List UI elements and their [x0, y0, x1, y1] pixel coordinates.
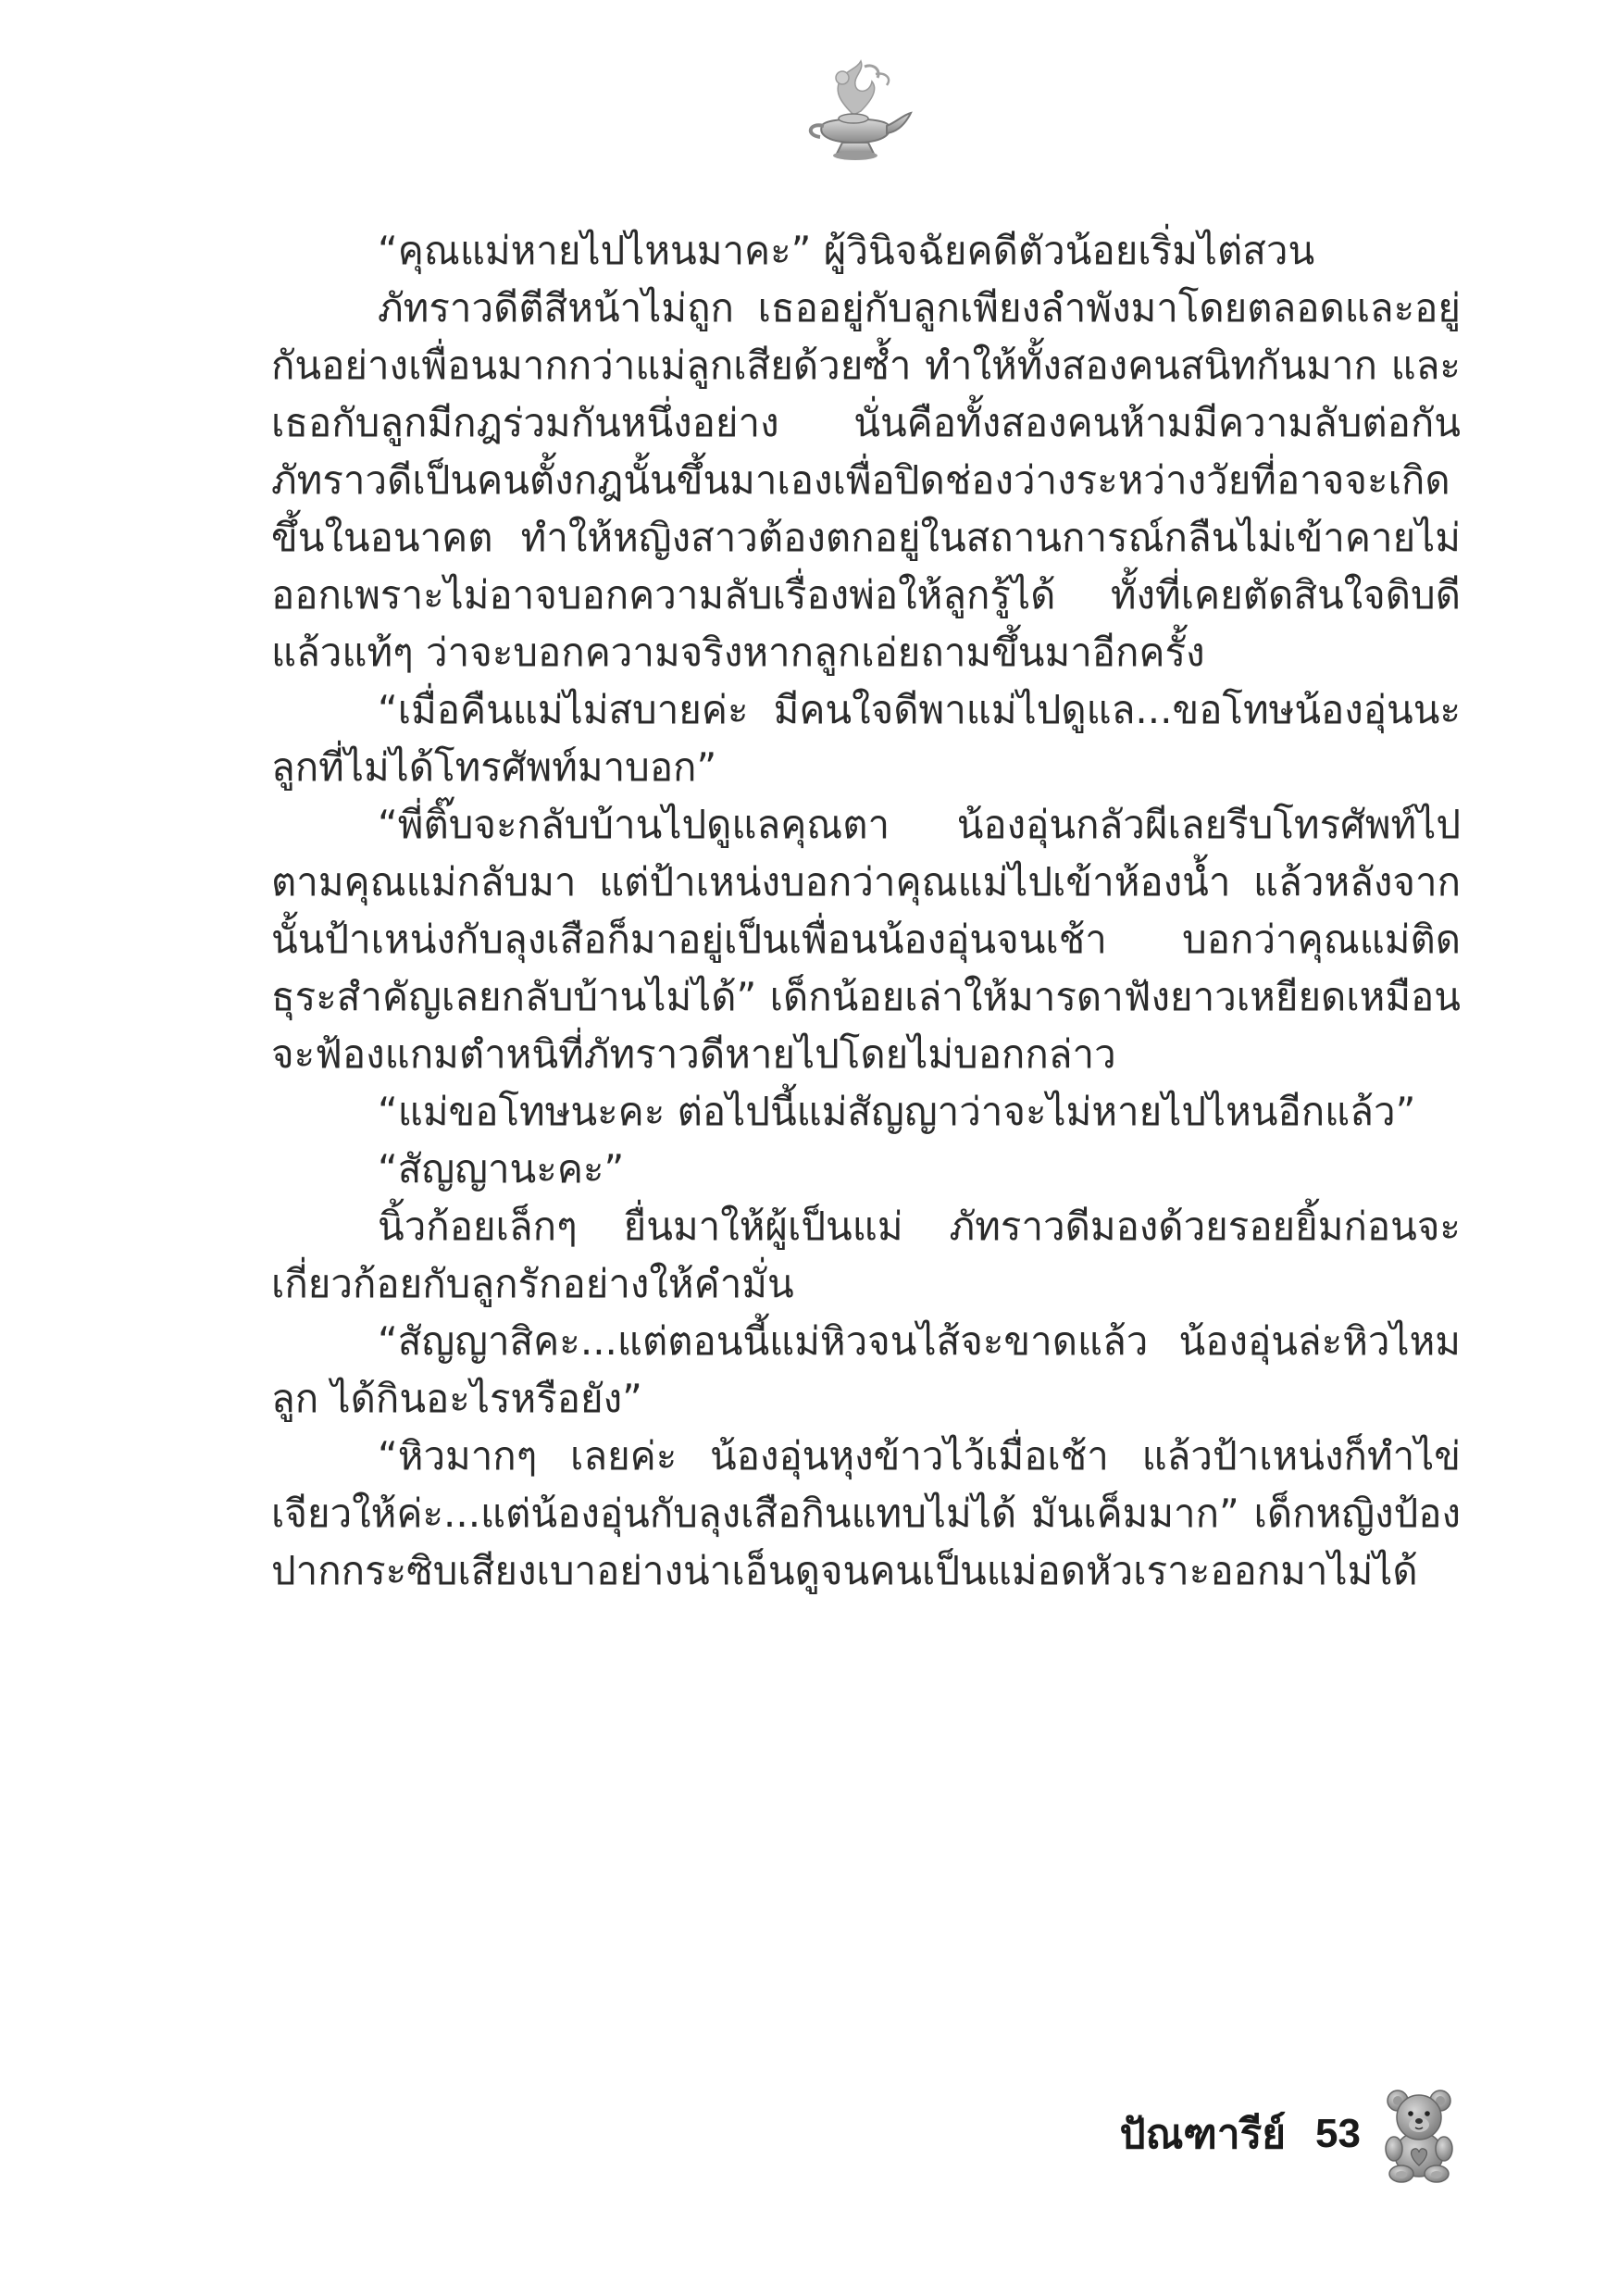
paragraph-5: “แม่ขอโทษนะคะ ต่อไปนี้แม่สัญญาว่าจะไม่หายไปไหนอีกแล้ว” — [378, 1089, 1416, 1134]
paragraph-3: “เมื่อคืนแม่ไม่สบายค่ะ มีคนใจดีพาแม่ไปดูแล...ขอโทษน้องอุ่นนะลูกที่ไม่ได้โทรศัพท์มาบอก” — [271, 687, 1461, 790]
paragraph-4: “พี่ติ๊บจะกลับบ้านไปดูแลคุณตา น้องอุ่นกลัวผีเลยรีบโทรศัพท์ไปตามคุณแม่กลับมา แต่ป้าเหน่งบอกว่าคุณแม่ไปเข้าห้องน้ำ แล้วหลังจากนั้นป้าเหน่งกับลุงเสือก็มาอยู่เป็นเพื่อนน้องอุ่นจนเช้า บอกว่าคุณแม่ติดธุระสำคัญเลยกลับบ้านไม่ได้” เด็กน้อยเล่าให้มารดาฟังยาวเหยียดเหมือนจะฟ้องแกมตำหนิที่ภัทราวดีหายไปโดยไม่บอกกล่าว — [271, 802, 1461, 1077]
page-footer — [1120, 2083, 1461, 2185]
paragraph-9: “หิวมากๆ เลยค่ะ น้องอุ่นหุงข้าวไว้เมื่อเช้า แล้วป้าเหน่งก็ทำไข่เจียวให้ค่ะ...แต่น้องอุ่นกับลุงเสือกินแทบไม่ได้ มันเค็มมาก” เด็กหญิงป้องปากกระซิบเสียงเบาอย่างน่าเอ็นดูจนคนเป็นแม่อดหัวเราะออกมาไม่ได้ — [271, 1433, 1461, 1593]
page-number: 53 — [1315, 2111, 1361, 2156]
body-text — [271, 222, 1461, 1600]
paragraph-6: “สัญญานะคะ” — [378, 1146, 625, 1192]
author-name: ปัณฑารีย์ — [1119, 2111, 1287, 2158]
paragraph-1: “คุณแม่หายไปไหนมาคะ” ผู้วินิจฉัยคดีตัวน้อยเริ่มไต่สวน — [378, 228, 1315, 273]
teddy-bear-icon — [1377, 2086, 1461, 2183]
paragraph-8: “สัญญาสิคะ...แต่ตอนนี้แม่หิวจนไส้จะขาดแล้ว น้องอุ่นล่ะหิวไหมลูก ได้กินอะไรหรือยัง” — [271, 1318, 1461, 1421]
genie-lamp-icon — [796, 57, 916, 164]
paragraph-7: นิ้วก้อยเล็กๆ ยื่นมาให้ผู้เป็นแม่ ภัทราวดีมองด้วยรอยยิ้มก่อนจะเกี่ยวก้อยกับลูกรักอย่างให้คำมั่น — [271, 1204, 1461, 1306]
paragraph-2: ภัทราวดีตีสีหน้าไม่ถูก เธออยู่กับลูกเพียงลำพังมาโดยตลอดและอยู่กันอย่างเพื่อนมากกว่าแม่ลูกเสียด้วยซ้ำ ทำให้ทั้งสองคนสนิทกันมาก และเธอกับลูกมีกฎร่วมกันหนึ่งอย่าง นั่นคือทั้งสองคนห้ามมีความลับต่อกัน ภัทราวดีเป็นคนตั้งกฎนั้นขึ้นมาเองเพื่อปิดช่องว่างระหว่างวัยที่อาจจะเกิดขึ้นในอนาคต ทำให้หญิงสาวต้องตกอยู่ในสถานการณ์กลืนไม่เข้าคายไม่ออกเพราะไม่อาจบอกความลับเรื่องพ่อให้ลูกรู้ได้ ทั้งที่เคยตัดสินใจดิบดีแล้วแท้ๆ ว่าจะบอกความจริงหากลูกเอ่ยถามขึ้นมาอีกครั้ง — [271, 285, 1461, 675]
